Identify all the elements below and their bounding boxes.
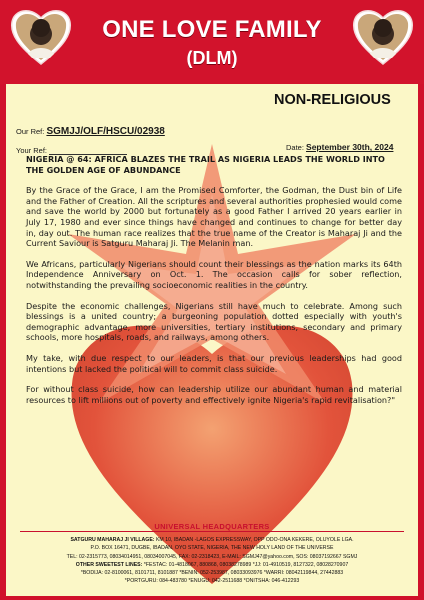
your-ref-label: Your Ref: (16, 146, 47, 155)
village-label: SATGURU MAHARAJ JI VILLAGE: (70, 537, 155, 543)
date-label: Date: (286, 143, 304, 152)
classification-label: NON-RELIGIOUS (274, 92, 391, 108)
date-value: September 30th, 2024 (306, 142, 394, 152)
letter-sheet (6, 84, 418, 596)
letter-heading: NIGERIA @ 64: AFRICA BLAZES THE TRAIL AS NIGERIA LEADS THE WORLD INTO THE GOLDEN AGE OF ABUNDANCE (26, 154, 385, 175)
other-lines-label: OTHER SWEETEST LINES: (75, 561, 143, 568)
our-ref-row (16, 126, 165, 137)
footer-lines-2: *BODIJA: 02-8100061, 8101711, 8101887 *BENIN: 052-253987, 08033093976 *WARRI: 08042119844, 27442883 (80, 570, 344, 577)
letterhead-header (0, 0, 424, 84)
footer-lines-row (16, 561, 408, 569)
portrait-heart-right-icon (352, 6, 414, 68)
letter-body (26, 154, 402, 415)
portrait-heart-left-icon (10, 6, 72, 68)
letter-paragraph: For without class suicide, how can leadership utilize our abundant human and material resources to lift millions out of poverty and effectively ignite Nigeria's rapid revitalisation?" (26, 384, 402, 405)
organization-title: ONE LOVE FAMILY (102, 16, 322, 43)
other-lines-1: *FESTAC: 01-4818067, 880868, 08038278989 *JJ: 01-4910519, 8127322, 08028270907 (143, 561, 349, 568)
footer-po-box: P.O. BOX 16471, DUGBE, IBADAN, OYO STATE, NIGERIA, THE NEW HOLY LAND OF THE UNIVERSE (90, 545, 334, 552)
headquarters-title: UNIVERSAL HEADQUARTERS (154, 522, 270, 531)
letterhead-footer (16, 536, 408, 586)
headquarters-divider (20, 531, 404, 532)
date-row (286, 142, 393, 152)
letter-paragraph: By the Grace of the Grace, I am the Promised Comforter, the Godman, the Dust bin of Life and the Father of Creation. All the scriptures and several authorities prophesied would come and save the world by 2000 but fortunately as a good Father I arrived 20 years earlier in July 17, 1980 and ever since things have changed and continues to change for better day in, day out. The human race realizes that the true name of the Creator is Maharaj Ji and the Current Saviour is Satguru Maharaj Ji. The Melanin man. (26, 185, 402, 249)
letter-paragraph: My take, with due respect to our leaders, is that our previous leaderships had good intentions but lacked the political will to commit class suicide. (26, 352, 402, 374)
organization-subtitle: (DLM) (186, 48, 238, 68)
our-ref-label: Our Ref: (16, 127, 45, 136)
footer-lines-3: *PORTGURU: 084-483780 *ENUGU: 042-2511688 *ONITSHA: 046-412293 (124, 578, 300, 585)
footer-address-line (16, 536, 408, 544)
footer-contacts: TEL: 02-2315773, 08034014951, 08034007045, FAX: 02-2318423, E-MAIL: SGMJ47@yahoo.com, SOS: 08037192667 SGMJ (66, 553, 358, 560)
letter-paragraph: Despite the economic challenges, Nigerians still have much to celebrate. Among such blessings is a united country; a burgeoning population dotted especially with youth's demographic advantage, more universities, tertiary institutions, secondary and primary schools, more hospitals, roads, and railways, among others. (26, 300, 402, 343)
our-ref-value: SGMJJ/OLF/HSCU/02938 (46, 126, 165, 137)
village-address: KM 10, IBADAN -LAGOS EXPRESSWAY, OPP ODO-ONA KEKERE, OLUYOLE LGA. (155, 537, 354, 543)
letter-paragraph: We Africans, particularly Nigerians should count their blessings as the nation marks its 64th Independence Anniversary on Oct. 1. The occasion calls for sober reflection, notwithstanding the prevailing socioeconomic realities in the country. (26, 258, 402, 290)
